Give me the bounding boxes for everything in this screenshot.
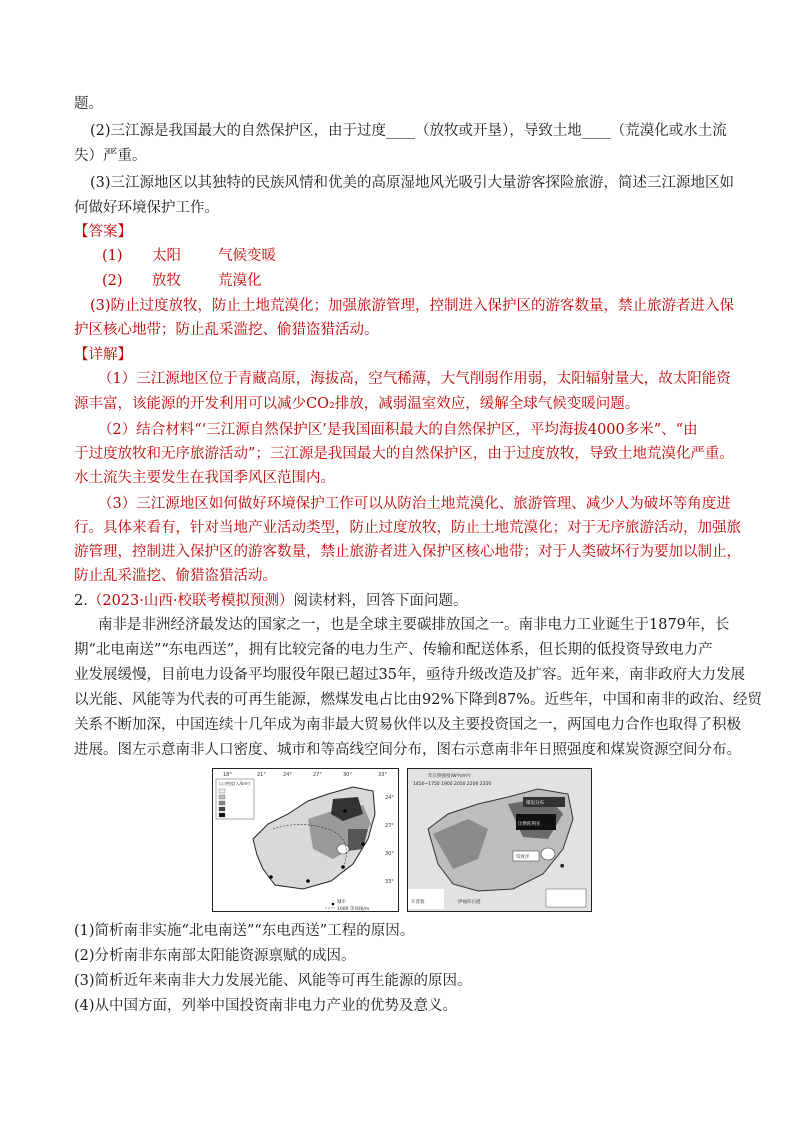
lon-label: 18°	[223, 772, 232, 778]
coal-label: 煤炭分布	[526, 801, 544, 806]
answer-1-part-b: 气候变暖	[218, 248, 276, 264]
sunshine-coal-map	[407, 768, 592, 912]
lat-label: 24°	[385, 795, 394, 801]
answer-header: 【答案】	[74, 224, 132, 240]
detail-header: 【详解】	[74, 347, 132, 363]
city-marker	[361, 842, 365, 846]
detail-1-line-2: 源丰富，该能源的开发利用可以减少CO₂排放，减弱温室效应，缓解全球气候变暖问题。	[74, 396, 640, 412]
city-label: 伊丽莎白港	[458, 900, 481, 905]
detail-2-line-2: 于过度放牧和无序旅游活动”；三江源是我国最大的自然保护区，由于过度放牧，导致土地荒漠化严重。	[74, 446, 734, 462]
question-3-continuation: 何做好环境保护工作。	[74, 200, 219, 216]
answer-3-line-1: (3)防止过度放牧，防止土地荒漠化；加强旅游管理，控制进入保护区的游客数量，禁止旅游者进入保	[90, 298, 735, 314]
answer-1-part-a: 太阳	[152, 248, 181, 264]
material-line-4: 以光能、风能等为代表的可再生能源，燃煤发电占比由92%下降到87%。近些年，中国和南非的政治、经贸	[74, 692, 762, 708]
maps-figure	[212, 768, 590, 910]
svg-text:●: ●	[560, 863, 565, 869]
sunshine-legend-scale: 1450~1750 1900 2050 2200 2350	[413, 782, 492, 787]
question-source: （2023·山西·校联考模拟预测）	[87, 593, 294, 609]
city-marker	[306, 879, 310, 883]
detail-3-line-2: 行。具体来看有，针对当地产业活动类型，防止过度放牧，防止土地荒漠化；对于无序旅游活动，加强旅	[74, 520, 741, 536]
answer-3-line-2: 护区核心地带；防止乱采滥挖、偷猎盗猎活动。	[74, 322, 379, 338]
subquestion-4: (4)从中国方面，列举中国投资南非电力产业的优势及意义。	[74, 998, 458, 1014]
material-line-3: 业发展缓慢，目前电力设备平均服役年限已超过35年，亟待升级改造及扩容。近年来，南非政府大力发展	[74, 667, 745, 683]
question-2-heading	[74, 591, 467, 611]
detail-3-line-1: （3）三江源地区如何做好环境保护工作可以从防治土地荒漠化、旅游管理、减少人为破坏等角度进	[98, 496, 731, 512]
lat-label: 27°	[385, 823, 394, 829]
subquestion-3: (3)简析近年来南非大力发展光能、风能等可再生能源的原因。	[74, 973, 472, 989]
ocean-label: 印度洋	[516, 855, 530, 860]
lon-label: 27°	[313, 772, 322, 778]
material-line-5: 关系不断加深，中国连续十几年成为南非最大贸易伙伴以及主要投资国之一，两国电力合作也取得了积极	[74, 717, 741, 733]
answer-2-part-b: 荒漠化	[218, 273, 262, 289]
lon-label: 21°	[257, 772, 266, 778]
lat-label: 33°	[385, 879, 394, 885]
city-label: 开普敦	[411, 900, 425, 905]
question-intro: 阅读材料，回答下面问题。	[293, 593, 468, 609]
answer-2-part-a: 放牧	[152, 273, 181, 289]
population-density-map	[212, 768, 399, 912]
material-line-2: 期“北电南送”“东电西送”，拥有比较完备的电力生产、传输和配送体系，但长期的低投资导致电力产	[74, 642, 713, 658]
answer-1-number: (1)	[102, 248, 123, 264]
answer-2-number: (2)	[102, 273, 123, 289]
question-1-tail: 题。	[74, 96, 103, 112]
detail-1-line-1: （1）三江源地区位于青藏高原，海拔高，空气稀薄，大气削弱作用弱，太阳辐射量大，故太阳能资	[98, 371, 731, 387]
detail-3-line-4: 防止乱采滥挖、偷猎盗猎活动。	[74, 568, 277, 584]
sunshine-legend-title: 年日照强度(W·h/m²)	[428, 774, 471, 779]
density-legend-title: 人口密度(人/km²)	[218, 781, 251, 786]
question-number: 2.	[74, 593, 88, 609]
city-label: 比勒陀利亚	[518, 822, 541, 827]
city-legend: 城市	[337, 900, 346, 905]
detail-3-line-3: 游管理，控制进入保护区的游客数量，禁止旅游者进入保护区核心地带；对于人类破坏行为要加以制止，	[74, 544, 741, 560]
city-marker	[341, 865, 345, 869]
lat-label: 30°	[385, 851, 394, 857]
detail-2-line-1: （2）结合材料“‘三江源自然保护区’是我国面积最大的自然保护区，平均海拔4000多米”、“由	[98, 422, 698, 438]
contour-legend: 1000 等高线/m	[337, 907, 370, 911]
question-2-continuation: 失）严重。	[74, 148, 147, 164]
lon-label: 33°	[378, 772, 387, 778]
question-3-text: (3)三江源地区以其独特的民族风情和优美的高原湿地风光吸引大量游客探险旅游，简述三江源地区如	[90, 175, 735, 191]
question-2-text: (2)三江源是我国最大的自然保护区，由于过度____（放牧或开垦），导致土地____（荒漠化或水土流	[90, 123, 727, 139]
subquestion-2: (2)分析南非东南部太阳能资源禀赋的成因。	[74, 948, 356, 964]
detail-2-line-3: 水土流失主要发生在我国季风区范围内。	[74, 470, 335, 486]
subquestion-1: (1)简析南非实施“北电南送”“东电西送”工程的原因。	[74, 923, 415, 939]
material-line-6: 进展。图左示意南非人口密度、城市和等高线空间分布，图右示意南非年日照强度和煤炭资源空间分布。	[74, 742, 741, 758]
city-marker	[269, 875, 273, 879]
material-line-1: 南非是非洲经济最发达的国家之一，也是全球主要碳排放国之一。南非电力工业诞生于1879年，长	[98, 617, 730, 633]
city-marker	[343, 809, 347, 813]
lon-label: 24°	[283, 772, 292, 778]
lon-label: 30°	[343, 772, 352, 778]
